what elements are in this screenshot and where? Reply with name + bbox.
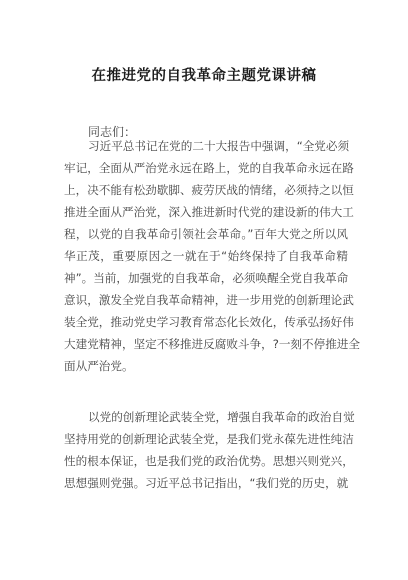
paragraph-line: 推进全面从严治党，深入推进新时代党的建设新的伟大工 [64, 205, 354, 219]
paragraph-line: 程，以党的自我革命引领社会革命。”百年大党之所以风 [64, 227, 348, 241]
paragraph-2 [64, 406, 355, 494]
paragraph-line: 性的根本保证，也是我们党的政治优势。思想兴则党兴， [64, 454, 354, 468]
document-title: 在推进党的自我革命主题党课讲稿 [91, 68, 317, 84]
paragraph-line: 华正茂，重要原因之一就在于“始终保持了自我革命精 [64, 249, 348, 263]
paragraph-line: 牢记，全面从严治党永远在路上，党的自我革命永远在路 [64, 161, 354, 175]
paragraph-line: 意识，激发全党自我革命精神，进一步用党的创新理论武 [64, 293, 354, 307]
paragraph-line: 上，决不能有松劲歇脚、疲劳厌战的情绪，必须持之以恒 [64, 183, 354, 197]
paragraph-line: 思想强则党强。习近平总书记指出，“我们党的历史，就 [64, 476, 349, 490]
paragraph-line: 大建党精神，坚定不移推进反腐败斗争，?一刻不停推进全 [64, 337, 360, 351]
paragraph-line: 装全党，推动党史学习教育常态化长效化，传承弘扬好伟 [64, 315, 354, 329]
paragraph-line: 坚持用党的创新理论武装全党，是我们党永葆先进性纯洁 [64, 432, 354, 446]
paragraph-line: 以党的创新理论武装全党，增强自我革命的政治自觉 [88, 410, 355, 424]
paragraph-line: 习近平总书记在党的二十大报告中强调，“全党必须 [88, 139, 350, 153]
paragraph-line: 神”。当前，加强党的自我革命，必须唤醒全党自我革命 [64, 271, 349, 285]
paragraph-1 [64, 135, 360, 377]
paragraph-line: 面从严治党。 [64, 359, 134, 373]
salutation: 同志们： [88, 125, 137, 139]
